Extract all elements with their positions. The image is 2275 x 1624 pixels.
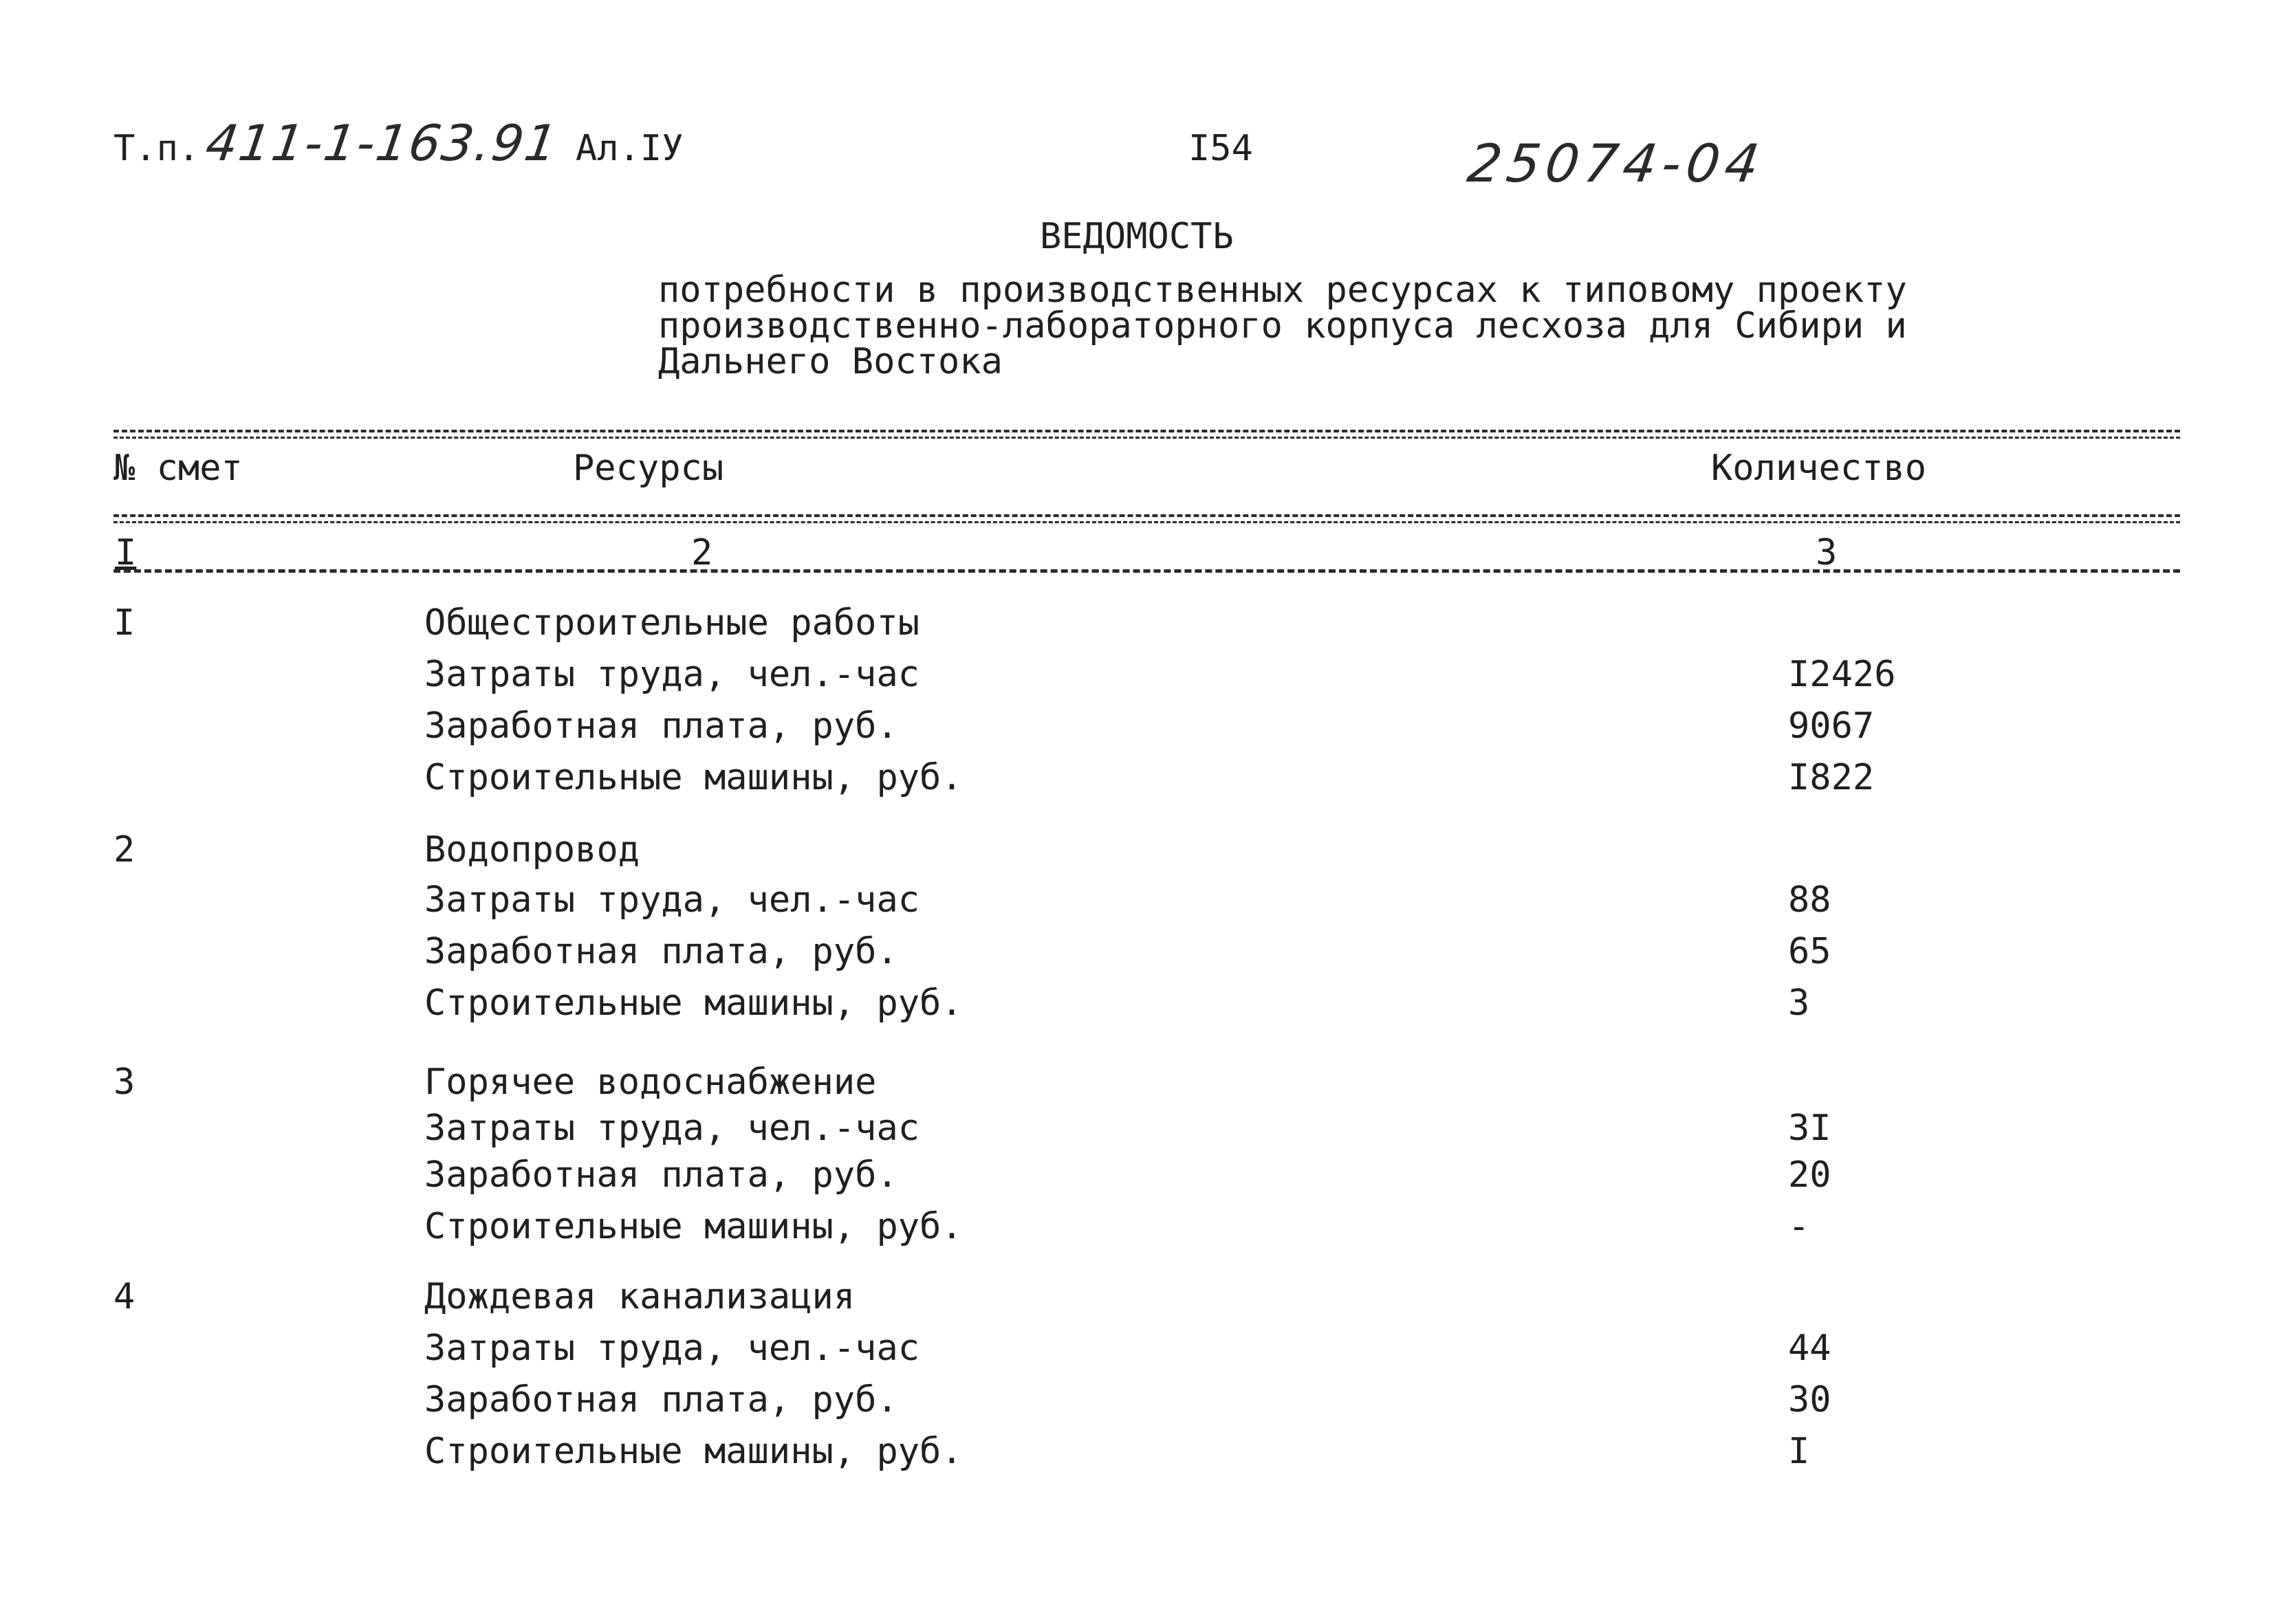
quantity-cell: I	[1788, 1431, 1810, 1472]
section-number: 4	[113, 1276, 135, 1317]
quantity-cell: 30	[1788, 1379, 1831, 1420]
section-name: Общестроительные работы	[424, 602, 920, 644]
resource-row: Заработная плата, руб.	[424, 1379, 898, 1420]
doc-code-handwritten: 25074-04	[1463, 133, 1769, 194]
quantity-cell: -	[1788, 1206, 1810, 1247]
tp-number-handwritten: 411-1-163.91	[202, 114, 563, 172]
page-number: I54	[1188, 128, 1253, 169]
resource-row: Затраты труда, чел.-час	[424, 879, 920, 921]
section-name: Водопровод	[424, 829, 640, 870]
header-estimate-number: № смет	[113, 448, 243, 489]
resource-row: Затраты труда, чел.-час	[424, 1108, 920, 1149]
table-top-rule	[113, 430, 2180, 439]
table-header-rule	[113, 514, 2180, 523]
header-resources: Ресурсы	[573, 448, 724, 489]
quantity-cell: 3	[1788, 983, 1810, 1024]
resource-row: Заработная плата, руб.	[424, 1154, 898, 1196]
subtitle-line-2: производственно-лабораторного корпуса лесхоза для Сибири и	[658, 305, 1907, 347]
resource-row: Заработная плата, руб.	[424, 705, 898, 747]
quantity-cell: 44	[1788, 1328, 1831, 1369]
column-number-3: 3	[1816, 532, 1838, 573]
quantity-cell: 88	[1788, 879, 1831, 921]
resource-row: Заработная плата, руб.	[424, 931, 898, 972]
header-quantity: Количество	[1711, 448, 1927, 489]
quantity-cell: 9067	[1788, 705, 1875, 747]
section-number: 3	[113, 1062, 135, 1103]
resource-row: Строительные машины, руб.	[424, 1431, 963, 1472]
resource-row: Строительные машины, руб.	[424, 1206, 963, 1247]
subtitle-line-3: Дальнего Востока	[658, 341, 1003, 382]
subtitle-line-1: потребности в производственных ресурсах к типовому проекту	[658, 270, 1907, 311]
quantity-cell: 20	[1788, 1154, 1831, 1196]
resource-row: Строительные машины, руб.	[424, 757, 963, 798]
document-heading: ВЕДОМОСТЬ	[1040, 216, 1234, 257]
column-number-2: 2	[691, 532, 713, 573]
column-number-rule	[113, 569, 2180, 573]
quantity-cell: I2426	[1788, 654, 1896, 695]
tp-prefix: Т.п.	[113, 128, 200, 169]
quantity-cell: I822	[1788, 757, 1875, 798]
album-label: Ал.IУ	[576, 128, 684, 169]
section-number: I	[113, 602, 135, 644]
section-name: Дождевая канализация	[424, 1276, 856, 1317]
quantity-cell: 3I	[1788, 1108, 1831, 1149]
resource-row: Затраты труда, чел.-час	[424, 654, 920, 695]
resource-row: Затраты труда, чел.-час	[424, 1328, 920, 1369]
resource-row: Строительные машины, руб.	[424, 983, 963, 1024]
section-number: 2	[113, 829, 135, 870]
section-name: Горячее водоснабжение	[424, 1062, 877, 1103]
column-number-1: I	[115, 532, 137, 573]
quantity-cell: 65	[1788, 931, 1831, 972]
